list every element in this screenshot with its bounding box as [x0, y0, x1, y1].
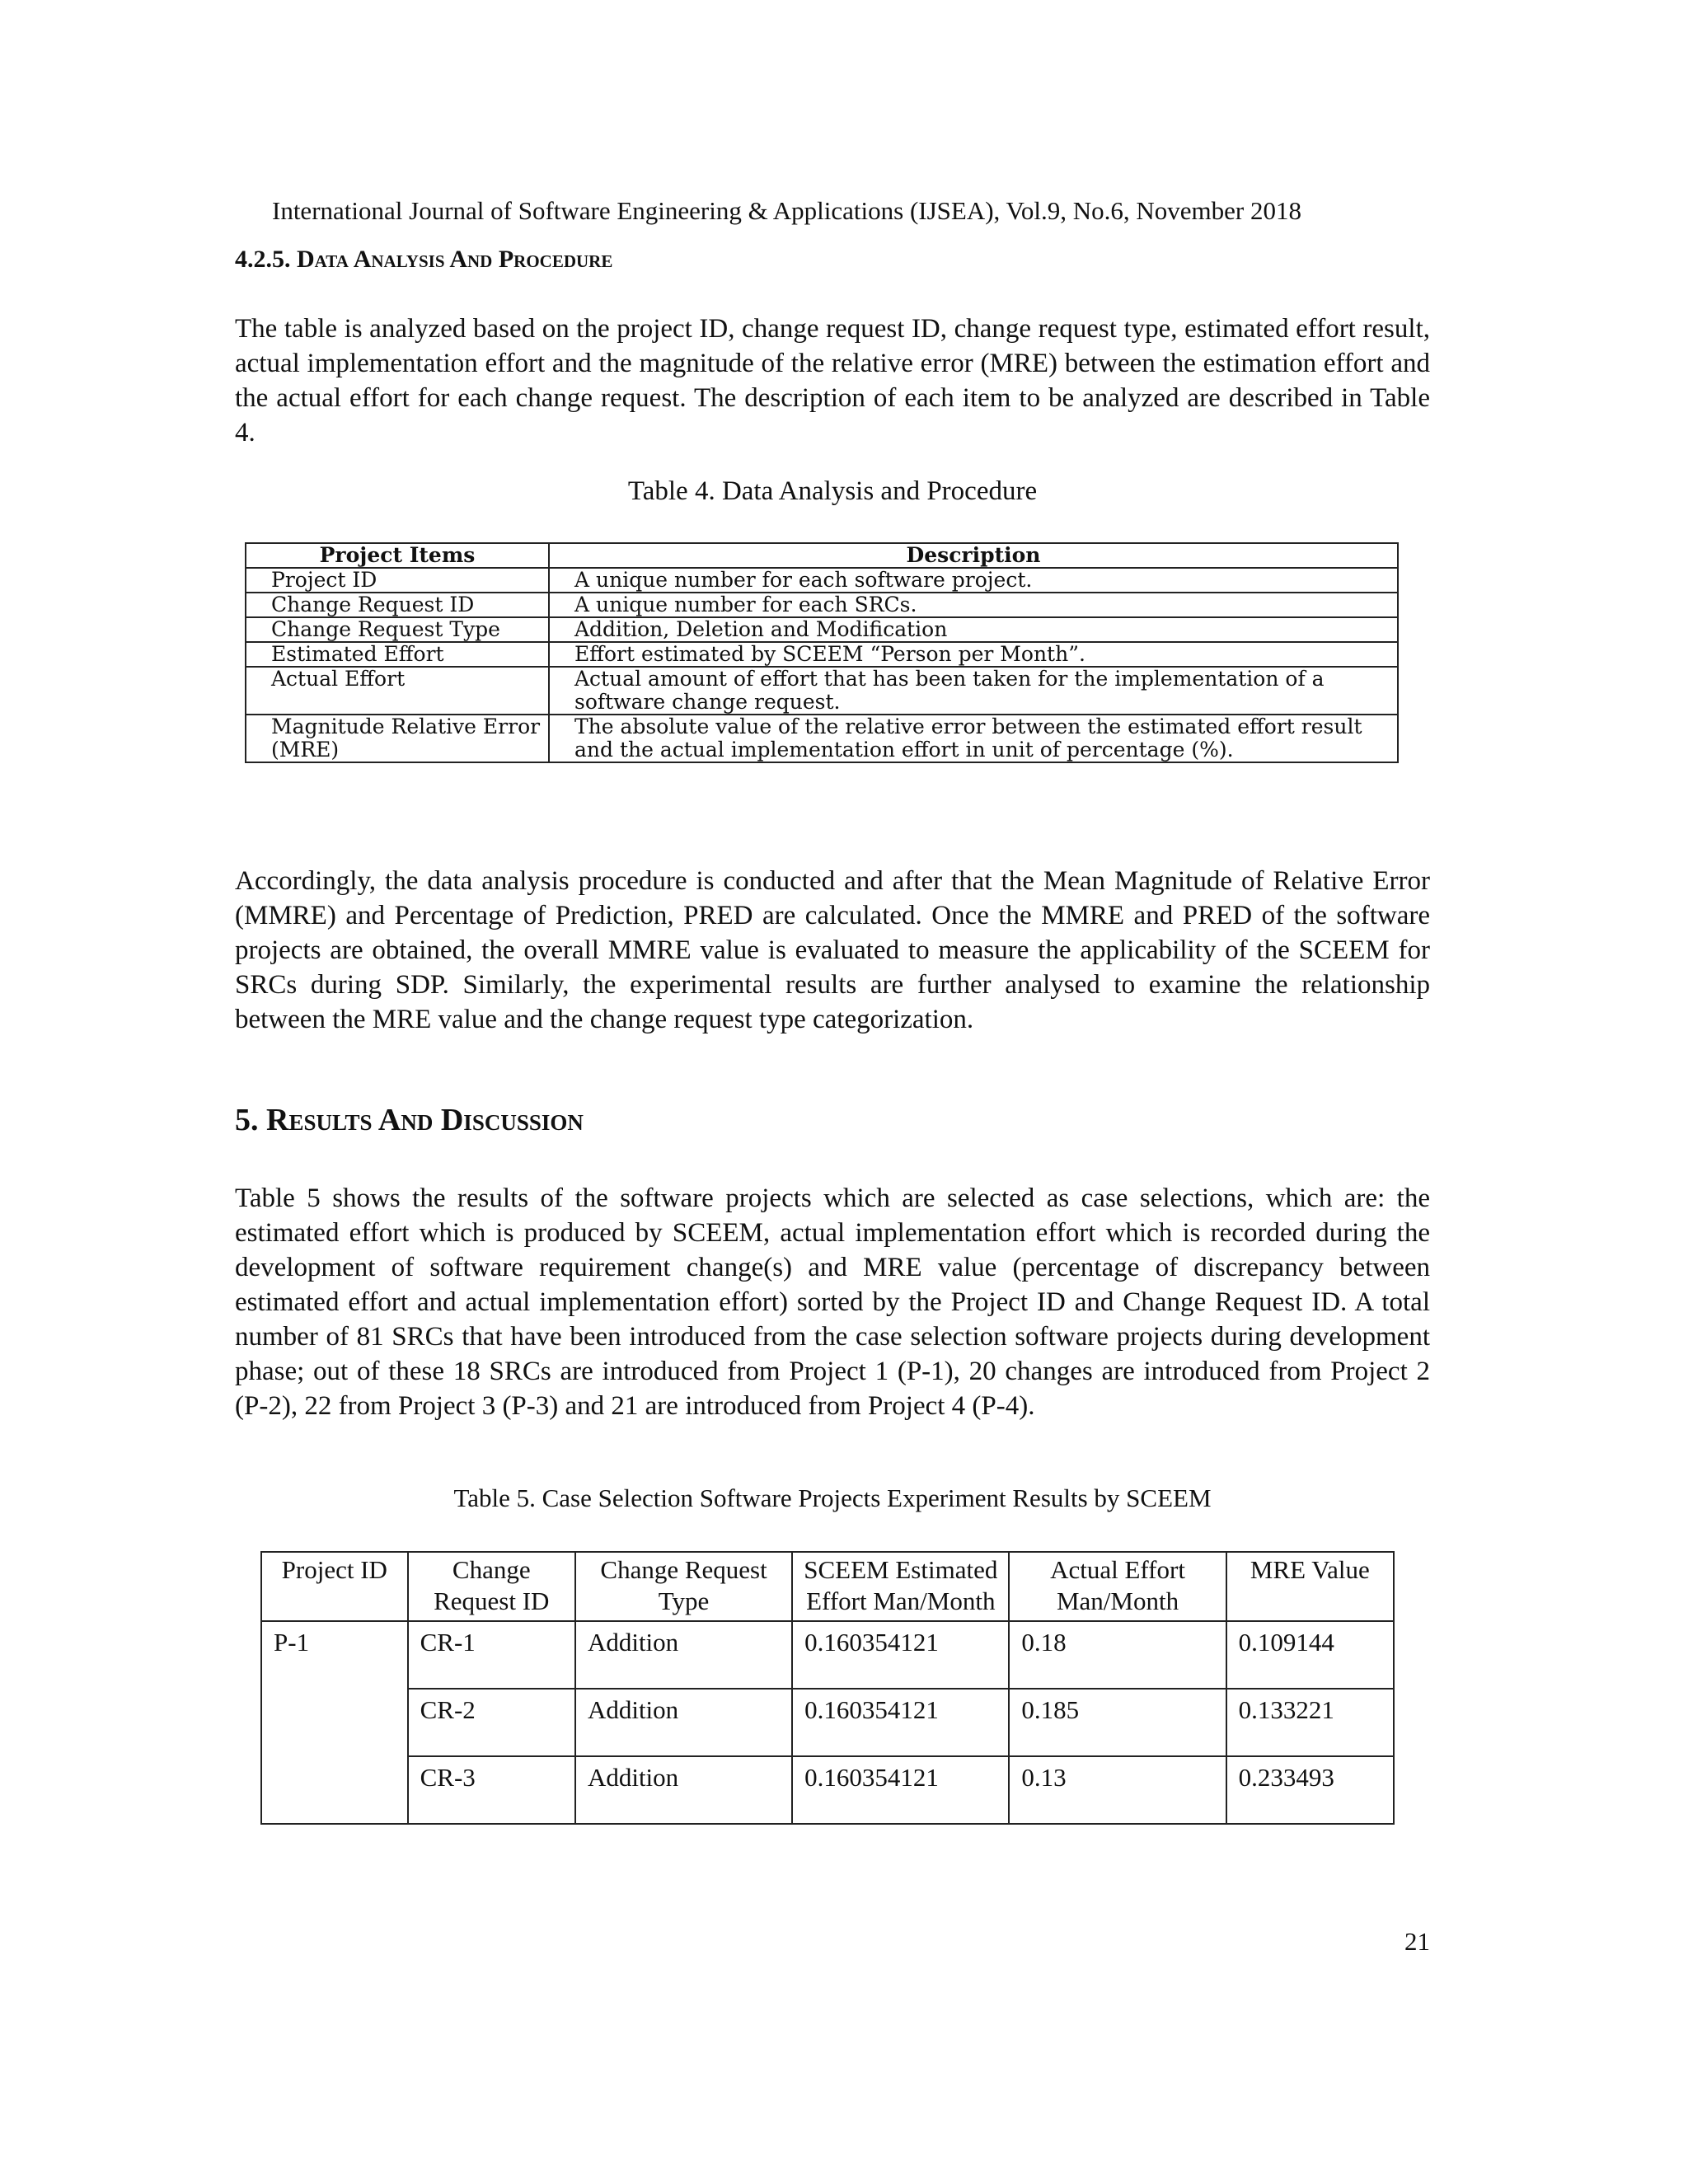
table-row — [261, 1756, 1394, 1824]
table5-actual: 0.185 — [1009, 1689, 1226, 1756]
table5-cr-id: CR-1 — [408, 1621, 575, 1689]
table-row — [246, 568, 1398, 593]
table5-header-row — [261, 1552, 1394, 1621]
table4-description: Addition, Deletion and Modification — [549, 617, 1398, 642]
table5-estimated: 0.160354121 — [792, 1621, 1009, 1689]
table5-header-mre: MRE Value — [1226, 1552, 1394, 1621]
table-row — [246, 667, 1398, 715]
table5-cr-id: CR-3 — [408, 1756, 575, 1824]
section-title: Results And Discussion — [266, 1103, 584, 1137]
table4-item: Project ID — [246, 568, 549, 593]
table5-mre: 0.133221 — [1226, 1689, 1394, 1756]
table4-description: Actual amount of effort that has been taken for the implementation of a software change request. — [549, 667, 1398, 715]
table5-estimated: 0.160354121 — [792, 1756, 1009, 1824]
table4-header-items: Project Items — [246, 543, 549, 568]
table-row — [261, 1689, 1394, 1756]
table-row — [261, 1621, 1394, 1689]
table5-actual: 0.13 — [1009, 1756, 1226, 1824]
table4 — [245, 542, 1399, 763]
table4-item: Change Request ID — [246, 593, 549, 617]
table5-header-cr-type: Change Request Type — [575, 1552, 792, 1621]
table4-description: Effort estimated by SCEEM “Person per Month”. — [549, 642, 1398, 667]
paragraph-intro: The table is analyzed based on the project ID, change request ID, change request type, estimated effort result, actual implementation effort and the magnitude of the relative error (MRE) between the estimation effort and the actual effort for each change request. The description of each item to be analyzed are described in Table 4. — [235, 314, 1430, 448]
table5-cr-id: CR-2 — [408, 1689, 575, 1756]
table-row — [246, 593, 1398, 617]
section-number: 5. — [235, 1103, 259, 1137]
subsection-title: Data Analysis And Procedure — [297, 246, 613, 273]
table5-project-id: P-1 — [261, 1621, 408, 1824]
table4-item: Magnitude Relative Error (MRE) — [246, 715, 549, 762]
subsection-number: 4.2.5. — [235, 246, 291, 273]
running-header: International Journal of Software Engineering & Applications (IJSEA), Vol.9, No.6, November 2018 — [272, 196, 1301, 225]
table5-cr-type: Addition — [575, 1621, 792, 1689]
table5-header-cr-id: Change Request ID — [408, 1552, 575, 1621]
paragraph-results: Table 5 shows the results of the software projects which are selected as case selections, which are: the estimated effort which is produced by SCEEM, actual implementation effort which is recorded during the development of software requirement change(s) and MRE value (percentage of discrepancy between estimated effort and actual implementation effort) sorted by the Project ID and Change Request ID. A total number of 81 SRCs that have been introduced from the case selection software projects during development phase; out of these 18 SRCs are introduced from Project 1 (P-1), 20 changes are introduced from Project 2 (P-2), 22 from Project 3 (P-3) and 21 are introduced from Project 4 (P-4). — [235, 1183, 1430, 1421]
table-row — [246, 715, 1398, 762]
table4-item: Actual Effort — [246, 667, 549, 715]
section-heading — [235, 1102, 584, 1138]
page-number: 21 — [1404, 1927, 1430, 1956]
subsection-heading — [235, 246, 612, 274]
table4-header-row — [246, 543, 1398, 568]
table-row — [246, 617, 1398, 642]
table4-description: The absolute value of the relative error between the estimated effort result and the actual implementation effort in unit of percentage (%). — [549, 715, 1398, 762]
table4-caption: Table 4. Data Analysis and Procedure — [627, 476, 1038, 506]
table4-description: A unique number for each software project. — [549, 568, 1398, 593]
table5-header-estimated: SCEEM Estimated Effort Man/Month — [792, 1552, 1009, 1621]
table5-mre: 0.109144 — [1226, 1621, 1394, 1689]
table5 — [260, 1551, 1395, 1825]
table5-actual: 0.18 — [1009, 1621, 1226, 1689]
table5-header-project-id: Project ID — [261, 1552, 408, 1621]
table4-description: A unique number for each SRCs. — [549, 593, 1398, 617]
table4-header-description: Description — [549, 543, 1398, 568]
table5-caption: Table 5. Case Selection Software Projects Experiment Results by SCEEM — [453, 1483, 1212, 1512]
paragraph-analysis: Accordingly, the data analysis procedure is conducted and after that the Mean Magnitude of Relative Error (MMRE) and Percentage of Prediction, PRED are calculated. Once the MMRE and PRED of the software projects are obtained, the overall MMRE value is evaluated to measure the applicability of the SCEEM for SRCs during SDP. Similarly, the experimental results are further analysed to examine the relationship between the MRE value and the change request type categorization. — [235, 866, 1430, 1034]
table-row — [246, 642, 1398, 667]
table5-cr-type: Addition — [575, 1689, 792, 1756]
table5-mre: 0.233493 — [1226, 1756, 1394, 1824]
table5-header-actual: Actual Effort Man/Month — [1009, 1552, 1226, 1621]
table4-item: Change Request Type — [246, 617, 549, 642]
table5-cr-type: Addition — [575, 1756, 792, 1824]
table5-estimated: 0.160354121 — [792, 1689, 1009, 1756]
table4-item: Estimated Effort — [246, 642, 549, 667]
